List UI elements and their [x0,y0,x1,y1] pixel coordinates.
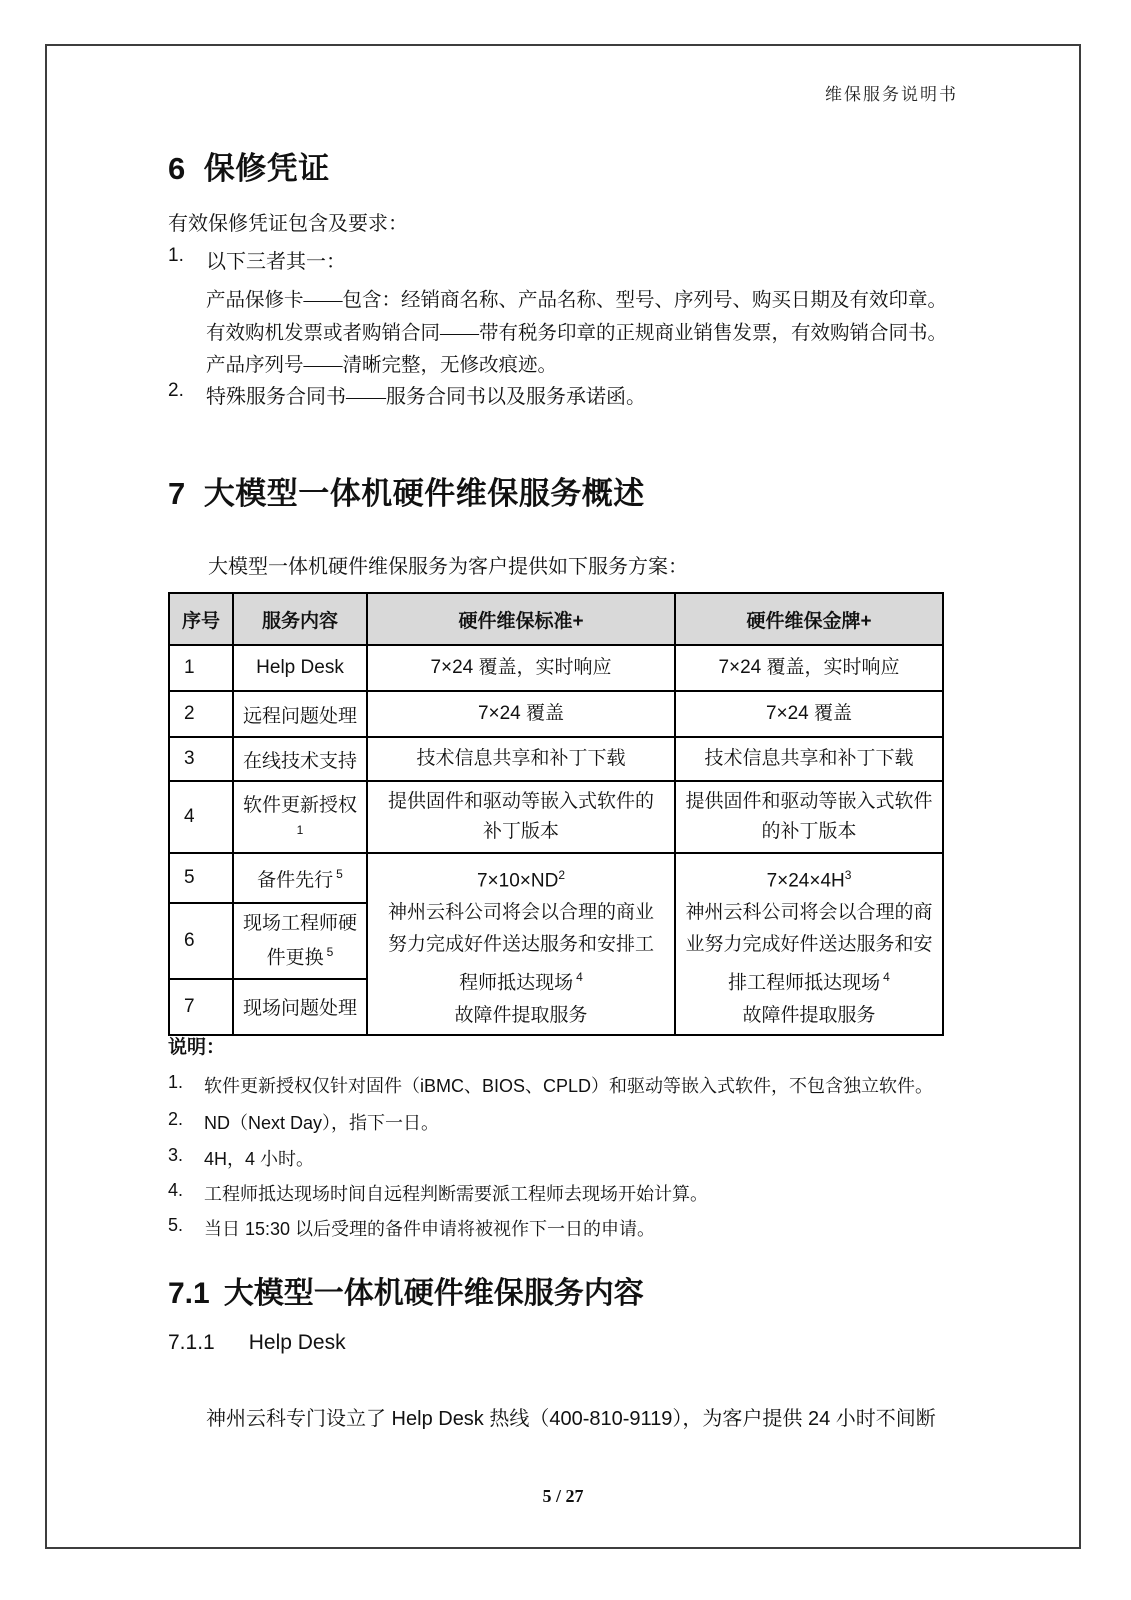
cell-standard: 7×24 覆盖 [367,691,675,737]
section-7-1-1-paragraph: 神州云科专门设立了 Help Desk 热线（400-810-9119），为客户提供 24 小时不间断 [206,1408,936,1430]
sla-gold-desc [684,897,934,999]
header-cell-standard: 硬件维保标准+ [367,593,675,645]
cell-service: 现场问题处理 [233,979,367,1035]
cell-standard: 提供固件和驱动等嵌入式软件的补丁版本 [367,781,675,853]
section-7-title: 大模型一体机硬件维保服务概述 [203,476,645,511]
note-text: 工程师抵达现场时间自远程判断需要派工程师去现场开始计算。 [204,1184,708,1204]
detail-line-3: 产品序列号——清晰完整，无修改痕迹。 [206,355,558,376]
footnote-marker: 5 [336,867,343,882]
cell-gold: 提供固件和驱动等嵌入式软件的补丁版本 [675,781,943,853]
section-6-intro: 有效保修凭证包含及要求： [168,213,408,235]
note-text: 当日 15:30 以后受理的备件申请将被视作下一日的申请。 [204,1219,656,1239]
cell-standard: 技术信息共享和补丁下载 [367,737,675,781]
list-item-1-number: 1. [168,245,184,266]
section-7-1-1-number: 7.1.1 [168,1331,215,1354]
footnote-marker: 3 [844,868,852,882]
section-7-intro: 大模型一体机硬件维保服务为客户提供如下服务方案： [208,556,688,578]
cell-service [233,903,367,979]
note-text: 4H，4 小时。 [204,1149,315,1169]
document-header-title: 维保服务说明书 [825,85,958,104]
cell-service [233,781,367,853]
cell-service: 远程问题处理 [233,691,367,737]
cell-service-text: 备件先行 [257,869,334,891]
section-7-1-1-heading [168,1331,346,1355]
cell-no: 3 [169,737,233,781]
note-item [168,1145,968,1171]
note-number: 5. [168,1215,184,1235]
footnote-marker: 5 [326,944,334,959]
cell-no: 2 [169,691,233,737]
sla-standard-extra: 故障件提取服务 [454,1004,588,1026]
cell-gold: 技术信息共享和补丁下载 [675,737,943,781]
note-text: 软件更新授权仅针对固件（iBMC、BIOS、CPLD）和驱动等嵌入式软件，不包含独立软件。 [204,1076,934,1096]
cell-gold-merged [675,853,943,1035]
list-item-2-text: 特殊服务合同书——服务合同书以及服务承诺函。 [206,386,646,408]
note-item [168,1109,968,1135]
note-item [168,1215,968,1241]
cell-no: 7 [169,979,233,1035]
sla-standard [379,859,663,897]
section-7-number: 7 [168,476,186,511]
header-cell-no: 序号 [169,593,233,645]
section-7-1-1-title: Help Desk [248,1331,346,1354]
cell-service-text: 软件更新授权 [242,795,357,816]
cell-no: 5 [169,853,233,903]
cell-no: 6 [169,903,233,979]
note-item [168,1072,968,1098]
note-item [168,1180,968,1206]
table-row [169,781,943,853]
cell-no: 4 [169,781,233,853]
list-item-1-text: 以下三者其一： [206,251,346,273]
header-cell-gold: 硬件维保金牌+ [675,593,943,645]
sla-gold [684,859,934,897]
section-6-heading [168,143,330,188]
cell-service [233,853,367,903]
notes-label: 说明： [168,1037,226,1058]
cell-service: Help Desk [233,645,367,691]
page-number: 5 / 27 [542,1486,584,1506]
footnote-marker: 4 [883,970,890,985]
section-6-title: 保修凭证 [203,151,330,186]
footnote-marker: 1 [296,823,304,837]
detail-line-1: 产品保修卡——包含：经销商名称、产品名称、型号、序列号、购买日期及有效印章。 [206,290,948,311]
sla-gold-desc-text: 神州云科公司将会以合理的商业努力完成好件送达服务和安排工程师抵达现场 [685,902,933,994]
table-row [169,645,943,691]
table-row [169,737,943,781]
cell-standard: 7×24 覆盖，实时响应 [367,645,675,691]
list-item-1 [168,245,958,274]
sla-standard-desc [379,897,663,999]
cell-gold: 7×24 覆盖，实时响应 [675,645,943,691]
sla-gold-text: 7×24×4H [766,870,845,892]
footnote-marker: 4 [576,970,583,985]
cell-service: 在线技术支持 [233,737,367,781]
section-7-heading [168,468,645,513]
table-header-row [169,593,943,645]
cell-no: 1 [169,645,233,691]
cell-standard-merged [367,853,675,1035]
sla-standard-text: 7×10×ND [476,870,559,892]
detail-line-2: 有效购机发票或者购销合同——带有税务印章的正规商业销售发票，有效购销合同书。 [206,322,948,344]
list-item-1-details [206,285,960,383]
cell-gold: 7×24 覆盖 [675,691,943,737]
section-6-number: 6 [168,151,186,186]
note-number: 1. [168,1072,184,1092]
sla-gold-extra: 故障件提取服务 [742,1004,876,1026]
section-7-1-heading [168,1268,644,1312]
header-cell-service: 服务内容 [233,593,367,645]
note-number: 2. [168,1109,184,1129]
list-item-2 [168,380,958,409]
note-number: 3. [168,1145,184,1165]
list-item-2-number: 2. [168,380,184,401]
cell-service-text: 现场工程师硬件更换 [242,912,357,969]
table-row [169,853,943,903]
footnote-marker: 2 [558,868,566,882]
note-text: ND（Next Day），指下一日。 [204,1113,440,1133]
table-row [169,691,943,737]
section-7-1-title: 大模型一体机硬件维保服务内容 [223,1277,644,1310]
service-plan-table [168,592,944,1036]
section-7-1-number: 7.1 [168,1277,210,1310]
note-number: 4. [168,1180,184,1200]
sla-standard-desc-text: 神州云科公司将会以合理的商业努力完成好件送达服务和安排工程师抵达现场 [387,902,654,994]
